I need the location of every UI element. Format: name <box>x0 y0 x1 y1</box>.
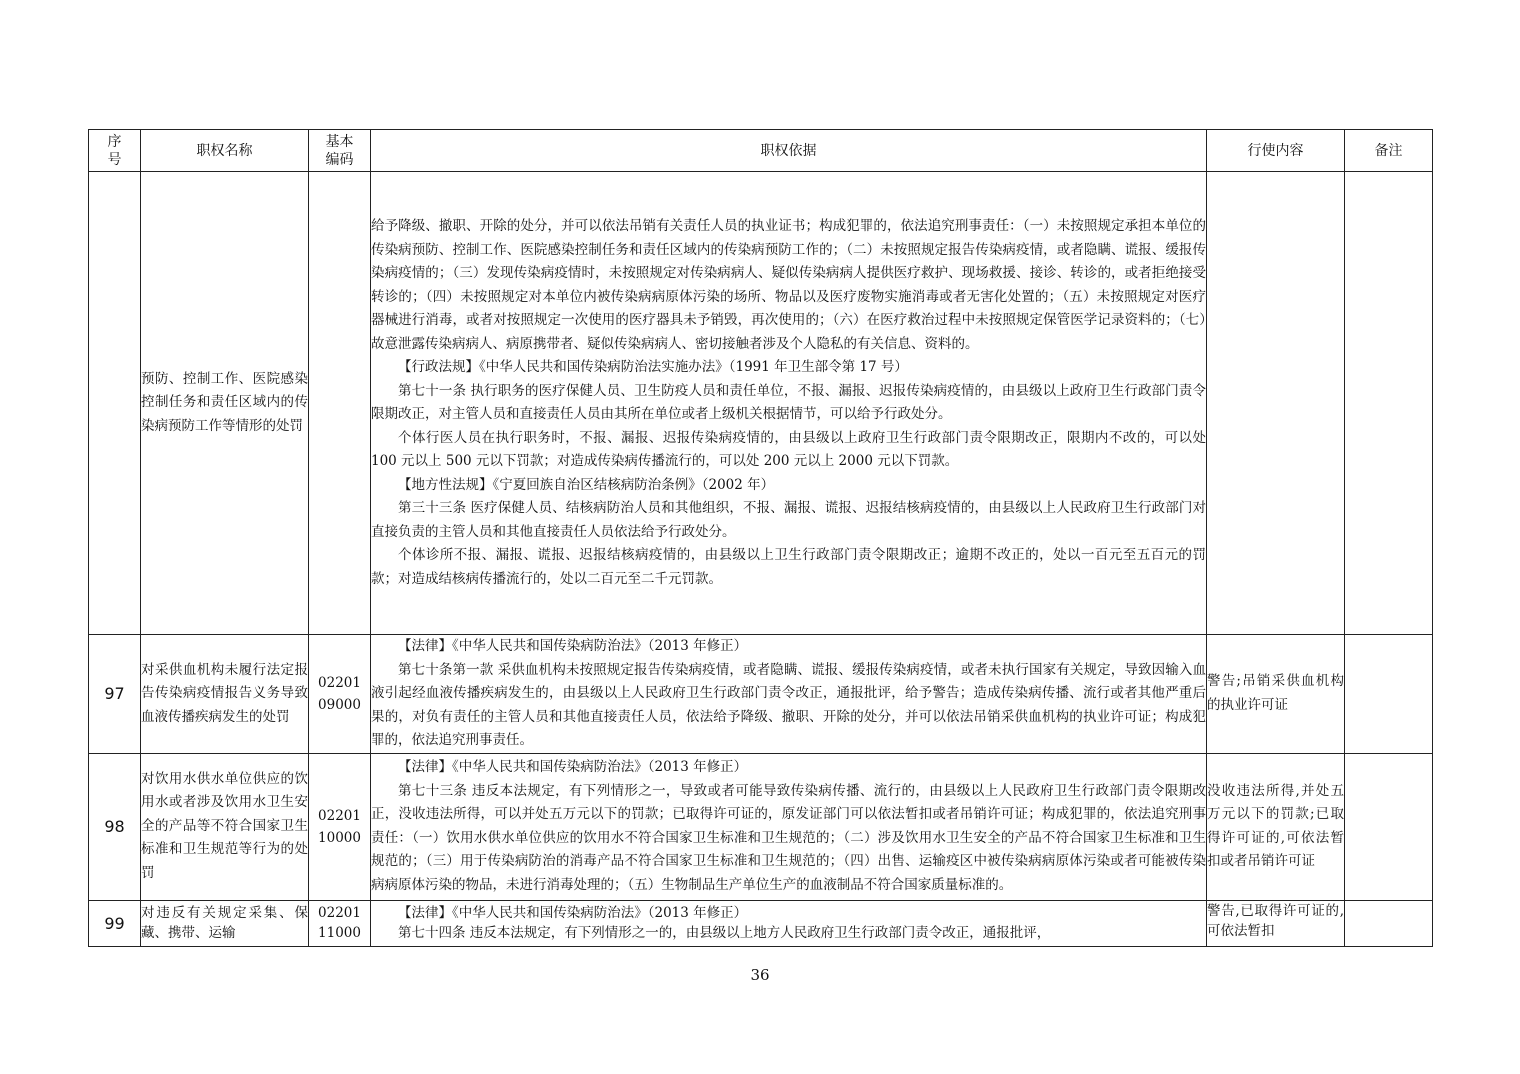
code-line: 02201 <box>318 674 361 691</box>
row-basis <box>371 172 1207 635</box>
basis-paragraph: 个体行医人员在执行职务时，不报、漏报、迟报传染病疫情的，由县级以上政府卫生行政部门责令限期改正，限期内不改的，可以处 100 元以上 500 元以下罚款；对造成传染病传播流行的，可以处 200 元以上 2000 元以下罚款。 <box>371 429 1206 469</box>
table-row <box>89 635 1433 754</box>
row-exec: 警告;吊销采供血机构的执业许可证 <box>1207 635 1345 754</box>
code-line: 09000 <box>318 696 361 713</box>
basis-paragraph: 【行政法规】《中华人民共和国传染病防治法实施办法》（1991 年卫生部令第 17 号） <box>398 359 908 375</box>
basis-paragraph: 第七十一条 执行职务的医疗保健人员、卫生防疫人员和责任单位，不报、漏报、迟报传染病疫情的，由县级以上政府卫生行政部门责令限期改正，对主管人员和直接责任人员由其所在单位或者上级机关根据情节，可以给予行政处分。 <box>371 382 1206 422</box>
row-seq: 99 <box>89 900 141 946</box>
code-line: 02201 <box>318 905 361 921</box>
table-row <box>89 753 1433 900</box>
row-exec <box>1207 172 1345 635</box>
page-number: 36 <box>750 966 770 984</box>
row-note <box>1345 900 1433 946</box>
row-note <box>1345 635 1433 754</box>
basis-paragraph: 个体诊所不报、漏报、谎报、迟报结核病疫情的，由县级以上卫生行政部门责令限期改正；逾期不改正的，处以一百元至五百元的罚款；对造成结核病传播流行的，处以二百元至二千元罚款。 <box>371 547 1206 587</box>
row-exec: 没收违法所得,并处五万元以下的罚款;已取得许可证的,可依法暂扣或者吊销许可证 <box>1207 753 1345 900</box>
code-line: 11000 <box>318 925 361 941</box>
row-name: 对饮用水供水单位供应的饮用水或者涉及饮用水卫生安全的产品等不符合国家卫生标准和卫生规范等行为的处罚 <box>141 753 309 900</box>
basis-paragraph: 第七十三条 违反本法规定，有下列情形之一，导致或者可能导致传染病传播、流行的，由县级以上人民政府卫生行政部门责令限期改正，没收违法所得，可以并处五万元以下的罚款；已取得许可证的，原发证部门可以依法暂扣或者吊销许可证；构成犯罪的，依法追究刑事责任：（一）饮用水供水单位供应的饮用水不符合国家卫生标准和卫生规范的；（二）涉及饮用水卫生安全的产品不符合国家卫生标准和卫生规范的；（三）用于传染病防治的消毒产品不符合国家卫生标准和卫生规范的；（四）出售、运输疫区中被传染病病原体污染或者可能被传染病病原体污染的物品，未进行消毒处理的；（五）生物制品生产单位生产的血液制品不符合国家质量标准的。 <box>371 782 1206 893</box>
basis-paragraph: 【法律】《中华人民共和国传染病防治法》（2013 年修正） <box>398 638 748 654</box>
row-note <box>1345 753 1433 900</box>
row-code <box>309 172 371 635</box>
basis-paragraph: 第三十三条 医疗保健人员、结核病防治人员和其他组织，不报、漏报、谎报、迟报结核病疫情的，由县级以上人民政府卫生行政部门对直接负责的主管人员和其他直接责任人员依法给予行政处分。 <box>371 500 1206 540</box>
authority-table <box>88 129 1433 947</box>
code-line: 02201 <box>318 807 361 824</box>
code-line: 10000 <box>318 829 361 846</box>
row-basis <box>371 635 1207 754</box>
row-basis <box>371 900 1207 946</box>
row-exec: 警告,已取得许可证的,可依法暂扣 <box>1207 900 1345 946</box>
row-name: 对违反有关规定采集、保藏、携带、运输 <box>141 900 309 946</box>
header-code: 基本编码 <box>309 130 371 172</box>
basis-paragraph: 【地方性法规】《宁夏回族自治区结核病防治条例》（2002 年） <box>398 476 775 493</box>
basis-paragraph: 【法律】《中华人民共和国传染病防治法》（2013 年修正） <box>398 905 748 921</box>
header-basis: 职权依据 <box>371 130 1207 172</box>
row-name: 预防、控制工作、医院感染控制任务和责任区域内的传染病预防工作等情形的处罚 <box>141 172 309 635</box>
row-seq <box>89 172 141 635</box>
basis-paragraph: 第七十四条 违反本法规定，有下列情形之一的，由县级以上地方人民政府卫生行政部门责令改正，通报批评， <box>398 925 1051 941</box>
basis-paragraph: 【法律】《中华人民共和国传染病防治法》（2013 年修正） <box>398 759 748 775</box>
header-note: 备注 <box>1345 130 1433 172</box>
header-seq: 序号 <box>89 130 141 172</box>
header-name: 职权名称 <box>141 130 309 172</box>
row-seq: 98 <box>89 753 141 900</box>
row-note <box>1345 172 1433 635</box>
row-basis <box>371 753 1207 900</box>
header-exec: 行使内容 <box>1207 130 1345 172</box>
row-name: 对采供血机构未履行法定报告传染病疫情报告义务导致血液传播疾病发生的处罚 <box>141 635 309 754</box>
table-header-row <box>89 130 1433 172</box>
table-row <box>89 900 1433 946</box>
row-code <box>309 753 371 900</box>
basis-paragraph: 给予降级、撤职、开除的处分，并可以依法吊销有关责任人员的执业证书；构成犯罪的，依法追究刑事责任：（一）未按照规定承担本单位的传染病预防、控制工作、医院感染控制任务和责任区域内的传染病预防工作的；（二）未按照规定报告传染病疫情，或者隐瞒、谎报、缓报传染病疫情的；（三）发现传染病疫情时，未按照规定对传染病病人、疑似传染病病人提供医疗救护、现场救援、接诊、转诊的，或者拒绝接受转诊的；（四）未按照规定对本单位内被传染病病原体污染的场所、物品以及医疗废物实施消毒或者无害化处置的；（五）未按照规定对医疗器械进行消毒，或者对按照规定一次使用的医疗器具未予销毁，再次使用的；（六）在医疗救治过程中未按照规定保管医学记录资料的；（七）故意泄露传染病病人、病原携带者、疑似传染病病人、密切接触者涉及个人隐私的有关信息、资料的。 <box>371 218 1206 352</box>
row-code <box>309 635 371 754</box>
row-seq: 97 <box>89 635 141 754</box>
basis-paragraph: 第七十条第一款 采供血机构未按照规定报告传染病疫情，或者隐瞒、谎报、缓报传染病疫情，或者未执行国家有关规定，导致因输入血液引起经血液传播疾病发生的，由县级以上人民政府卫生行政部门责令改正，通报批评，给予警告；造成传染病传播、流行或者其他严重后果的，对负有责任的主管人员和其他直接责任人员，依法给予降级、撤职、开除的处分，并可以依法吊销采供血机构的执业许可证；构成犯罪的，依法追究刑事责任。 <box>371 661 1206 748</box>
row-code <box>309 900 371 946</box>
table-row <box>89 172 1433 635</box>
